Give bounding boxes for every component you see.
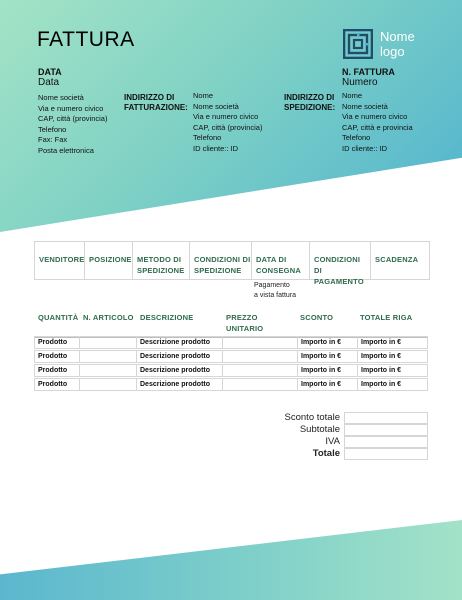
billing-label bbox=[124, 93, 188, 113]
shipping-line: Nome società bbox=[342, 101, 388, 111]
column-header-shipping-terms: CONDIZIONI DI SPEDIZIONE bbox=[190, 242, 252, 279]
billing-line: ID cliente:: ID bbox=[193, 143, 239, 153]
billing-line: Nome bbox=[193, 91, 214, 100]
subtotal-label: Subtotale bbox=[299, 424, 340, 435]
table-row bbox=[34, 378, 428, 391]
cell-item-number bbox=[80, 365, 137, 376]
cell-description: Descrizione prodotto bbox=[137, 351, 223, 362]
footer-gradient-band bbox=[0, 520, 462, 600]
shipping-line: CAP, città e provincia bbox=[342, 122, 413, 132]
cell-quantity: Prodotto bbox=[35, 337, 80, 348]
payment-note-line: Pagamento bbox=[254, 282, 290, 289]
logo-line-1: Nome bbox=[380, 29, 415, 44]
shipping-label bbox=[284, 93, 335, 113]
sender-line: Via e numero civico bbox=[38, 103, 104, 113]
cell-description: Descrizione prodotto bbox=[137, 365, 223, 376]
invoice-number-value: Numero bbox=[342, 77, 378, 88]
column-header-discount: SCONTO bbox=[300, 313, 334, 322]
shipping-line: ID cliente:: ID bbox=[342, 143, 388, 153]
sender-line: Telefono bbox=[38, 124, 67, 134]
total-field bbox=[344, 448, 428, 460]
billing-line: Via e numero civico bbox=[193, 112, 259, 121]
invoice-number-label: N. FATTURA bbox=[342, 67, 395, 77]
subtotal-field bbox=[344, 424, 428, 436]
vat-label: IVA bbox=[325, 436, 340, 447]
cell-item-number bbox=[80, 379, 137, 390]
discount-total-field bbox=[344, 412, 428, 424]
table-row bbox=[34, 364, 428, 377]
table-row bbox=[34, 336, 428, 349]
logo-line-2: logo bbox=[380, 44, 405, 59]
shipping-line: Telefono bbox=[342, 133, 371, 142]
cell-discount: Importo in € bbox=[298, 351, 358, 362]
billing-address bbox=[193, 91, 262, 154]
total-label: Totale bbox=[312, 448, 340, 459]
cell-item-number bbox=[80, 337, 137, 348]
billing-label-line: INDIRIZZO DI bbox=[124, 93, 175, 102]
cell-quantity: Prodotto bbox=[35, 351, 80, 362]
discount-total-label: Sconto totale bbox=[284, 412, 340, 423]
sender-line: Nome società bbox=[38, 93, 84, 102]
cell-quantity: Prodotto bbox=[35, 365, 80, 376]
payment-note-line: a vista fattura bbox=[254, 292, 297, 299]
cell-discount: Importo in € bbox=[298, 365, 358, 376]
sender-address bbox=[38, 93, 107, 156]
column-header-item-number: N. ARTICOLO bbox=[83, 313, 134, 322]
cell-quantity: Prodotto bbox=[35, 379, 80, 390]
date-label: DATA bbox=[38, 67, 62, 77]
column-header-seller: VENDITORE bbox=[35, 242, 85, 279]
billing-line: CAP, città (provincia) bbox=[193, 122, 263, 132]
cell-discount: Importo in € bbox=[298, 337, 358, 348]
shipping-terms-table bbox=[34, 241, 430, 286]
shipping-label-line: SPEDIZIONE: bbox=[284, 103, 336, 112]
logo-placeholder bbox=[380, 29, 415, 59]
billing-line: Nome società bbox=[193, 101, 239, 111]
vat-field bbox=[344, 436, 428, 448]
column-header-description: DESCRIZIONE bbox=[140, 313, 194, 322]
date-value: Data bbox=[38, 77, 60, 88]
column-header-line-total: TOTALE RIGA bbox=[360, 313, 413, 322]
cell-unit-price bbox=[223, 351, 298, 362]
cell-line-total: Importo in € bbox=[361, 367, 402, 374]
column-header-delivery-date: DATA DI CONSEGNA bbox=[252, 242, 310, 279]
column-header-position: POSIZIONE bbox=[85, 242, 133, 279]
cell-unit-price bbox=[223, 337, 298, 348]
cell-line-total: Importo in € bbox=[361, 339, 402, 346]
payment-terms-note bbox=[254, 281, 296, 301]
cell-item-number bbox=[80, 351, 137, 362]
billing-line: Telefono bbox=[193, 133, 222, 142]
shipping-label-line: INDIRIZZO DI bbox=[284, 93, 335, 102]
column-header-payment-terms: CONDIZIONI DI PAGAMENTO bbox=[310, 242, 371, 279]
sender-line: Posta elettronica bbox=[38, 145, 94, 155]
cell-description: Descrizione prodotto bbox=[137, 337, 223, 348]
column-header-due-date: SCADENZA bbox=[375, 255, 419, 264]
shipping-line: Via e numero civico bbox=[342, 112, 408, 121]
cell-line-total: Importo in € bbox=[361, 381, 402, 388]
sender-line: CAP, città (provincia) bbox=[38, 114, 108, 123]
cell-discount: Importo in € bbox=[298, 379, 358, 390]
column-header-unit-price: PREZZO UNITARIO bbox=[226, 313, 264, 333]
cell-line-total: Importo in € bbox=[361, 353, 402, 360]
column-header-shipping-method: METODO DI SPEDIZIONE bbox=[133, 242, 190, 279]
table-row bbox=[34, 350, 428, 363]
invoice-title: FATTURA bbox=[37, 28, 135, 51]
cell-unit-price bbox=[223, 365, 298, 376]
cell-unit-price bbox=[223, 379, 298, 390]
column-header-quantity: QUANTITÀ bbox=[38, 313, 79, 322]
shipping-line: Nome bbox=[342, 91, 363, 100]
shipping-address bbox=[342, 91, 413, 154]
maze-logo-icon bbox=[343, 29, 373, 59]
cell-description: Descrizione prodotto bbox=[137, 379, 223, 390]
billing-label-line: FATTURAZIONE: bbox=[124, 103, 188, 112]
sender-line: Fax: Fax bbox=[38, 135, 68, 144]
